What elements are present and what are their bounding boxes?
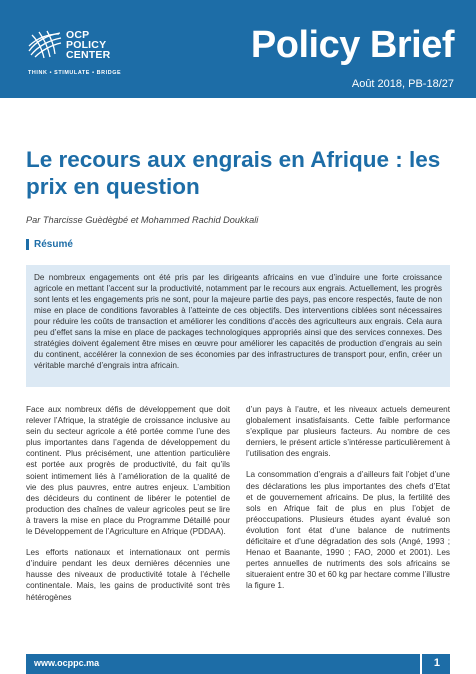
- publication-title: Policy Brief: [250, 24, 454, 66]
- resume-label: Résumé: [34, 238, 73, 250]
- publication-date-ref: Août 2018, PB-18/27: [351, 78, 454, 90]
- body-paragraph: Face aux nombreux défis de développement que doit relever l’Afrique, la stratégie de croissance inclusive au sein du secteur agricole a été portée comme l’une des plus importantes dans l’agenda de développement du continent. Plus précisément, une attention particulière est portée aux progrès de productivité, du fait qu’ils soient intimement liés à l’amélioration de la qualité de vie des plus pauvres, entre autres enjeux. L’ambition des décideurs du continent de libérer le potentiel de production des chaînes de valeur agricoles peut se lire à travers la mise en place du Programme Détaillé pour le Développement de l’Agriculture en Afrique (PDDAA).: [26, 405, 230, 537]
- footer-website-link[interactable]: www.ocppc.ma: [34, 658, 100, 668]
- body-paragraph: d’un pays à l’autre, et les niveaux actuels demeurent globalement insatisfaisants. Cette faible performance s’explique par plusieurs facteurs. Au nombre de ces derniers, le présent article s’intéresse particulièrement à l’utilisation des engrais.: [246, 405, 450, 459]
- logo-text-policy: POLICY: [66, 39, 107, 51]
- resume-heading: [26, 238, 73, 250]
- body-paragraph: Les efforts nationaux et internationaux ont permis d’induire pendant les deux dernières décennies une hausse des niveaux de productivité totale à l’échelle continentale. Mais, les gains de productivité sont très hétérogènes: [26, 548, 230, 602]
- abstract-box: De nombreux engagements ont été pris par les dirigeants africains en vue d’induire une forte croissance agricole en mettant l’accent sur la productivité, notamment par le recours aux engrais. Actuellement, les progrès sont lents et les engagements pris ne sont, pour la majeure partie des pays, pas encore respectés, faute de non mise en place de conditions favorables à l’atteinte de ces objectifs. Des interventions ciblées sont nécessaires pour réduire les coûts de transaction et améliorer les conditions d’accès des agriculteurs aux engrais. Cela aura peu d’effet sans la mise en place de packages technologiques appropriés ainsi que des services connexes. Des stratégies doivent également être mises en œuvre pour améliorer les capacités de production d’engrais au sein du continent, accélérer la connexion de ses économies par des infrastructures de transport pour, enfin, créer un véritable marché d’engrais intra africain.: [26, 265, 450, 387]
- body-paragraph: La consommation d’engrais a d’ailleurs fait l’objet d’une des déclarations les plus importantes des chefs d’Etat et de gouvernement africains. De plus, la fertilité des sols en Afrique fait de plus en plus l’objet de préoccupations. Plusieurs études ayant évalué son évolution font état d’une balance de nutriments déficitaire et d’une dégradation des sols (Angé, 1993 ; Henao et Baanante, 1990 ; FAO, 2000 et 2001). Les pertes annuelles de nutriments des sols africains se situeraient entre 30 et 60 kg par hectare comme l’illustre la figure 1.: [246, 470, 450, 591]
- logo-text-center: CENTER: [66, 49, 111, 61]
- logo-tagline: THINK • STIMULATE • BRIDGE: [28, 70, 122, 76]
- logo-text-ocp: OCP: [66, 29, 90, 41]
- ocp-logo: [26, 26, 136, 82]
- body-column-right: [246, 404, 450, 602]
- document-title: Le recours aux engrais en Afrique : les prix en question: [26, 147, 441, 199]
- authors-line: Par Tharcisse Guèdègbé et Mohammed Rachid Doukkali: [26, 215, 259, 225]
- header-banner: [0, 0, 476, 98]
- globe-logo-icon: [26, 29, 62, 59]
- resume-accent-bar: [26, 239, 29, 250]
- body-column-left: [26, 404, 230, 613]
- page-number: 1: [433, 657, 440, 669]
- footer-divider: [420, 654, 422, 674]
- footer-bar: [26, 654, 450, 674]
